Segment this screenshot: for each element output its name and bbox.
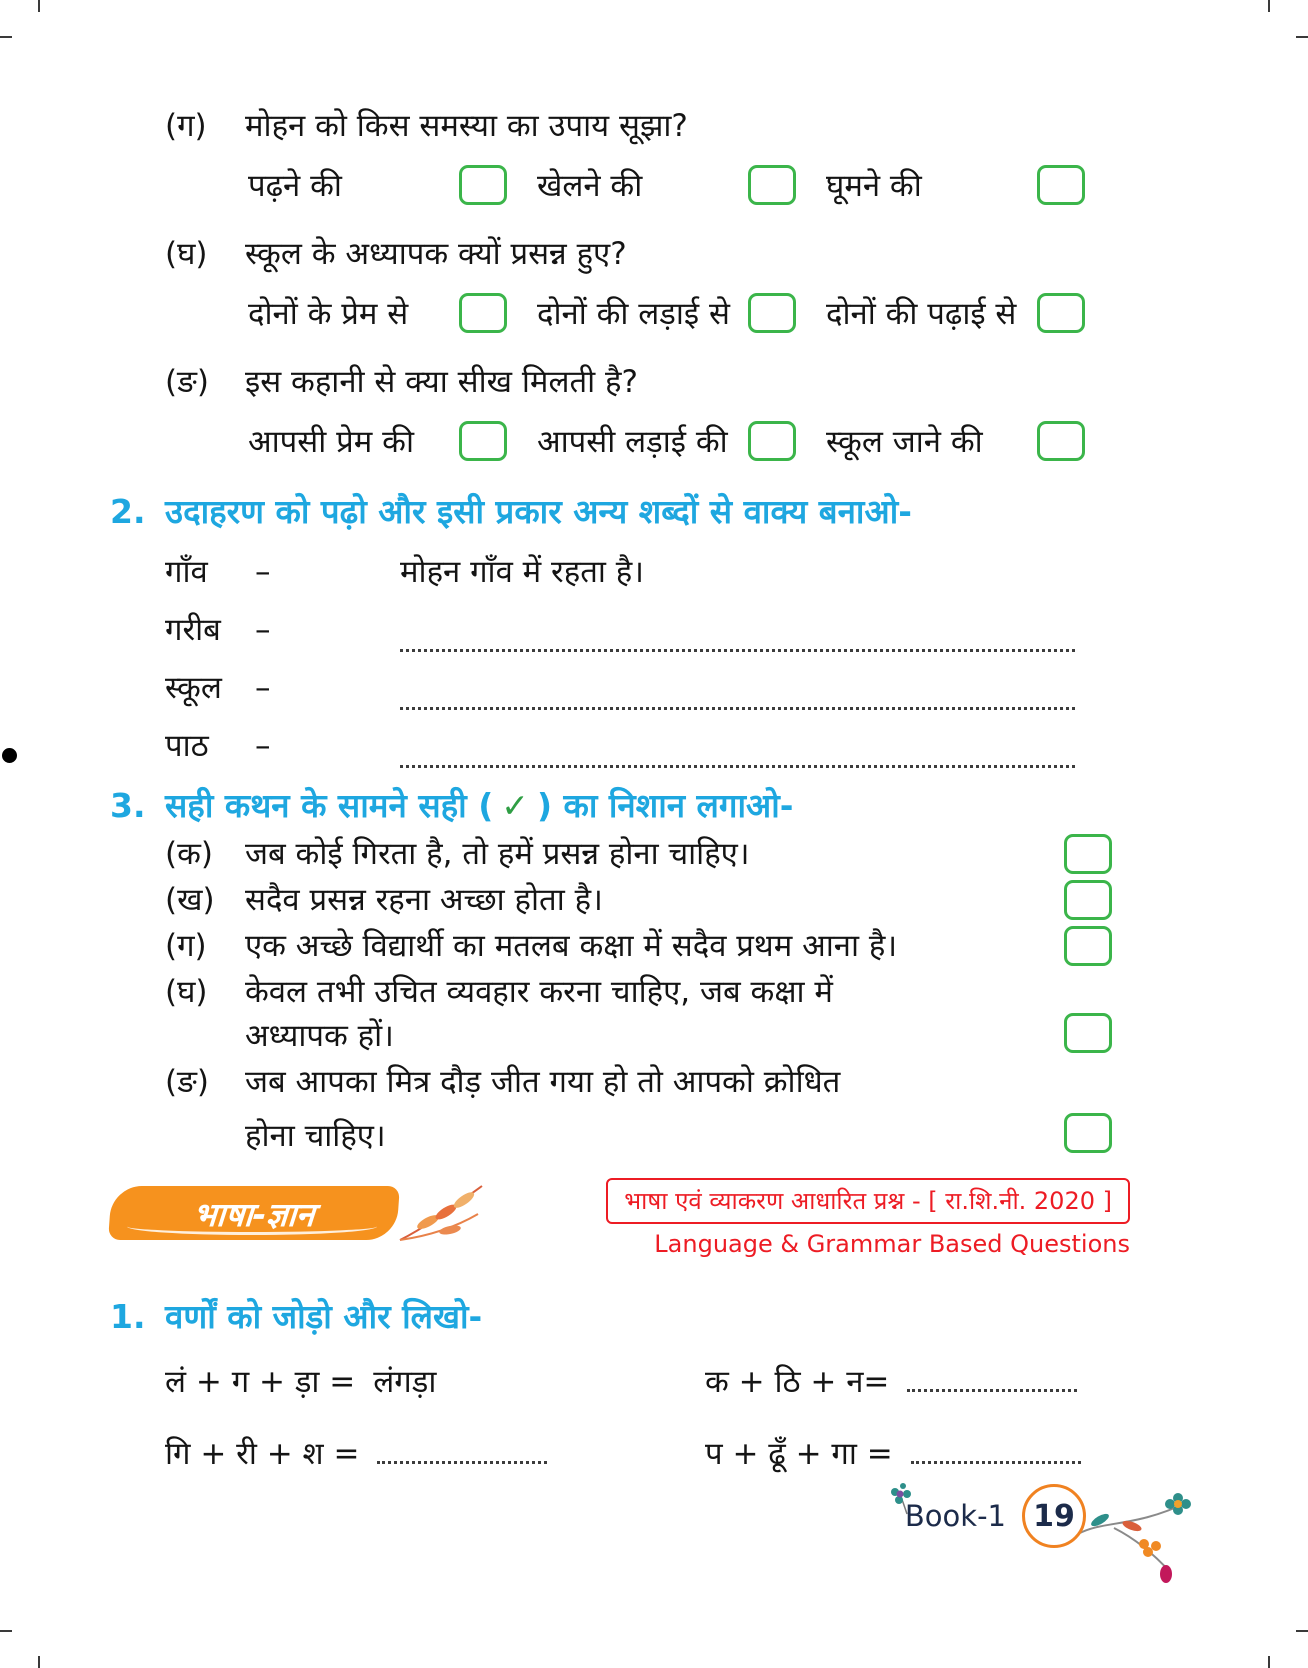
mcq-option xyxy=(248,292,537,334)
statement-text xyxy=(245,924,1044,968)
option-row xyxy=(248,420,1085,462)
question-text: इस कहानी से क्या सीख मिलती है? xyxy=(245,364,638,400)
word-label: गाँव xyxy=(165,554,208,590)
letter-join-item xyxy=(165,1359,705,1405)
crop-mark xyxy=(38,0,40,12)
mcq-question xyxy=(110,104,1130,206)
exercise-2 xyxy=(110,488,1130,768)
exercise-title: वर्णों को जोड़ो और लिखो- xyxy=(165,1297,483,1336)
statement-line: जब कोई गिरता है, तो हमें प्रसन्न होना चाहिए। xyxy=(245,836,750,872)
mcq-option xyxy=(248,164,537,206)
option-label: स्कूल जाने की xyxy=(826,424,983,460)
statement-item xyxy=(165,924,1130,968)
flower-decoration-icon xyxy=(885,1470,929,1518)
exercise-number: 1. xyxy=(110,1297,146,1336)
option-row xyxy=(248,164,1085,206)
statement-checkbox[interactable] xyxy=(1064,880,1112,920)
heading-text: सही कथन के सामने सही ( xyxy=(165,786,494,825)
question-text: मोहन को किस समस्या का उपाय सूझा? xyxy=(245,108,688,144)
letter-answer: लंगड़ा xyxy=(373,1364,437,1400)
exercise-2-heading xyxy=(110,488,1130,536)
reference-notes xyxy=(606,1178,1130,1259)
dash: – xyxy=(255,612,271,648)
statement-label: (ग) xyxy=(165,928,207,964)
option-checkbox[interactable] xyxy=(459,421,507,461)
option-checkbox[interactable] xyxy=(1037,421,1085,461)
statement-text xyxy=(245,970,1044,1058)
exercise-number: 3. xyxy=(110,786,146,825)
statement-label: (घ) xyxy=(165,974,208,1010)
language-section-header xyxy=(110,1178,1130,1259)
dash: – xyxy=(255,670,271,706)
statement-line: सदैव प्रसन्न रहना अच्छा होता है। xyxy=(245,882,603,918)
dash: – xyxy=(255,728,271,764)
crop-mark xyxy=(1296,1630,1308,1632)
book-label: Book-1 xyxy=(904,1499,1006,1533)
option-checkbox[interactable] xyxy=(1037,293,1085,333)
mcq-option xyxy=(537,164,826,206)
page-number: 19 xyxy=(1033,1498,1075,1534)
word-label: गरीब xyxy=(165,612,221,648)
answer-line[interactable] xyxy=(400,729,1075,768)
mcq-option xyxy=(537,420,826,462)
option-label: दोनों की लड़ाई से xyxy=(537,296,730,332)
flower-decoration-icon xyxy=(1074,1476,1196,1588)
question-label: (घ) xyxy=(165,236,208,272)
option-label: खेलने की xyxy=(537,168,643,204)
statement-checkbox[interactable] xyxy=(1064,1013,1112,1053)
answer-line[interactable] xyxy=(907,1361,1077,1392)
answer-line[interactable] xyxy=(400,671,1075,710)
letter-expression: लं + ग + ड़ा = xyxy=(165,1364,356,1400)
option-checkbox[interactable] xyxy=(1037,165,1085,205)
heading-text: ) का निशान लगाओ- xyxy=(536,786,794,825)
mcq-option xyxy=(826,292,1085,334)
exercise-number: 2. xyxy=(110,492,146,531)
statement-text xyxy=(245,1060,1044,1158)
option-checkbox[interactable] xyxy=(459,293,507,333)
letter-expression: प + ढूँ + गा = xyxy=(705,1436,893,1472)
statement-text xyxy=(245,832,1044,876)
section-badge xyxy=(108,1186,400,1240)
option-label: दोनों के प्रेम से xyxy=(248,296,409,332)
statement-checkbox[interactable] xyxy=(1064,926,1112,966)
statement-line: होना चाहिए। xyxy=(245,1118,386,1154)
exercise-title xyxy=(165,782,1130,830)
mcq-option xyxy=(248,420,537,462)
letter-join-item xyxy=(165,1431,705,1477)
crop-mark xyxy=(1268,0,1270,12)
section-badge-group xyxy=(110,1178,490,1248)
answer-line[interactable] xyxy=(400,613,1075,652)
exercise-3 xyxy=(110,782,1130,1158)
mcq-section xyxy=(110,104,1130,462)
option-row xyxy=(248,292,1085,334)
section-badge-label: भाषा-ज्ञान xyxy=(192,1194,316,1234)
sentence-row xyxy=(165,724,1075,768)
page-footer xyxy=(885,1460,1196,1572)
option-label: आपसी प्रेम की xyxy=(248,424,414,460)
letter-join-item xyxy=(705,1359,1130,1405)
question-label: (ङ) xyxy=(165,364,209,400)
mcq-question xyxy=(110,360,1130,462)
mcq-option xyxy=(826,420,1085,462)
statement-item xyxy=(165,878,1130,922)
option-label: आपसी लड़ाई की xyxy=(537,424,728,460)
option-checkbox[interactable] xyxy=(748,293,796,333)
sentence-row xyxy=(165,550,1075,594)
mcq-option xyxy=(537,292,826,334)
leaf-decoration-icon xyxy=(394,1178,490,1248)
check-mark-icon: ✓ xyxy=(501,786,529,825)
hindi-note-box xyxy=(606,1178,1130,1224)
statement-item xyxy=(165,970,1130,1058)
statement-item xyxy=(165,832,1130,876)
option-checkbox[interactable] xyxy=(459,165,507,205)
option-label: दोनों की पढ़ाई से xyxy=(826,296,1017,332)
answer-line[interactable] xyxy=(377,1433,547,1464)
letter-expression: क + ठि + न= xyxy=(705,1364,890,1400)
statement-item xyxy=(165,1060,1130,1158)
question-label: (ग) xyxy=(165,108,207,144)
page-number-badge xyxy=(1022,1484,1086,1548)
exercise-1-heading xyxy=(110,1293,1130,1341)
crop-mark xyxy=(38,1656,40,1668)
option-checkbox[interactable] xyxy=(748,165,796,205)
exercise-1 xyxy=(110,1293,1130,1477)
statement-label: (क) xyxy=(165,836,213,872)
dash: – xyxy=(255,554,271,590)
mcq-option xyxy=(826,164,1085,206)
option-label: पढ़ने की xyxy=(248,168,342,204)
registration-dot xyxy=(2,748,17,763)
crop-mark xyxy=(0,1630,12,1632)
sentence-row xyxy=(165,608,1075,652)
statement-text xyxy=(245,878,1044,922)
word-label: स्कूल xyxy=(165,670,222,706)
crop-mark xyxy=(1296,36,1308,38)
crop-mark xyxy=(0,36,12,38)
statement-line: एक अच्छे विद्यार्थी का मतलब कक्षा में सदैव प्रथम आना है। xyxy=(245,928,898,964)
statement-label: (ख) xyxy=(165,882,215,918)
example-answer: मोहन गाँव में रहता है। xyxy=(400,554,644,590)
hindi-note-text: भाषा एवं व्याकरण आधारित प्रश्न - [ रा.शि.नी. 2020 ] xyxy=(624,1187,1112,1215)
exercise-title: उदाहरण को पढ़ो और इसी प्रकार अन्य शब्दों से वाक्य बनाओ- xyxy=(165,492,912,531)
word-label: पाठ xyxy=(165,728,209,764)
option-label: घूमने की xyxy=(826,168,922,204)
statement-line: केवल तभी उचित व्यवहार करना चाहिए, जब कक्षा में xyxy=(245,974,833,1010)
letter-expression: गि + री + श = xyxy=(165,1436,360,1472)
statement-label: (ङ) xyxy=(165,1064,209,1100)
statement-checkbox[interactable] xyxy=(1064,834,1112,874)
sentence-row xyxy=(165,666,1075,710)
statement-checkbox[interactable] xyxy=(1064,1113,1112,1153)
mcq-question xyxy=(110,232,1130,334)
statement-line: जब आपका मित्र दौड़ जीत गया हो तो आपको क्रोधित xyxy=(245,1064,841,1100)
exercise-3-heading xyxy=(110,782,1130,830)
option-checkbox[interactable] xyxy=(748,421,796,461)
english-note-text: Language & Grammar Based Questions xyxy=(654,1230,1130,1258)
statement-line: अध्यापक हों। xyxy=(245,1018,394,1054)
question-text: स्कूल के अध्यापक क्यों प्रसन्न हुए? xyxy=(245,236,627,272)
crop-mark xyxy=(1268,1656,1270,1668)
